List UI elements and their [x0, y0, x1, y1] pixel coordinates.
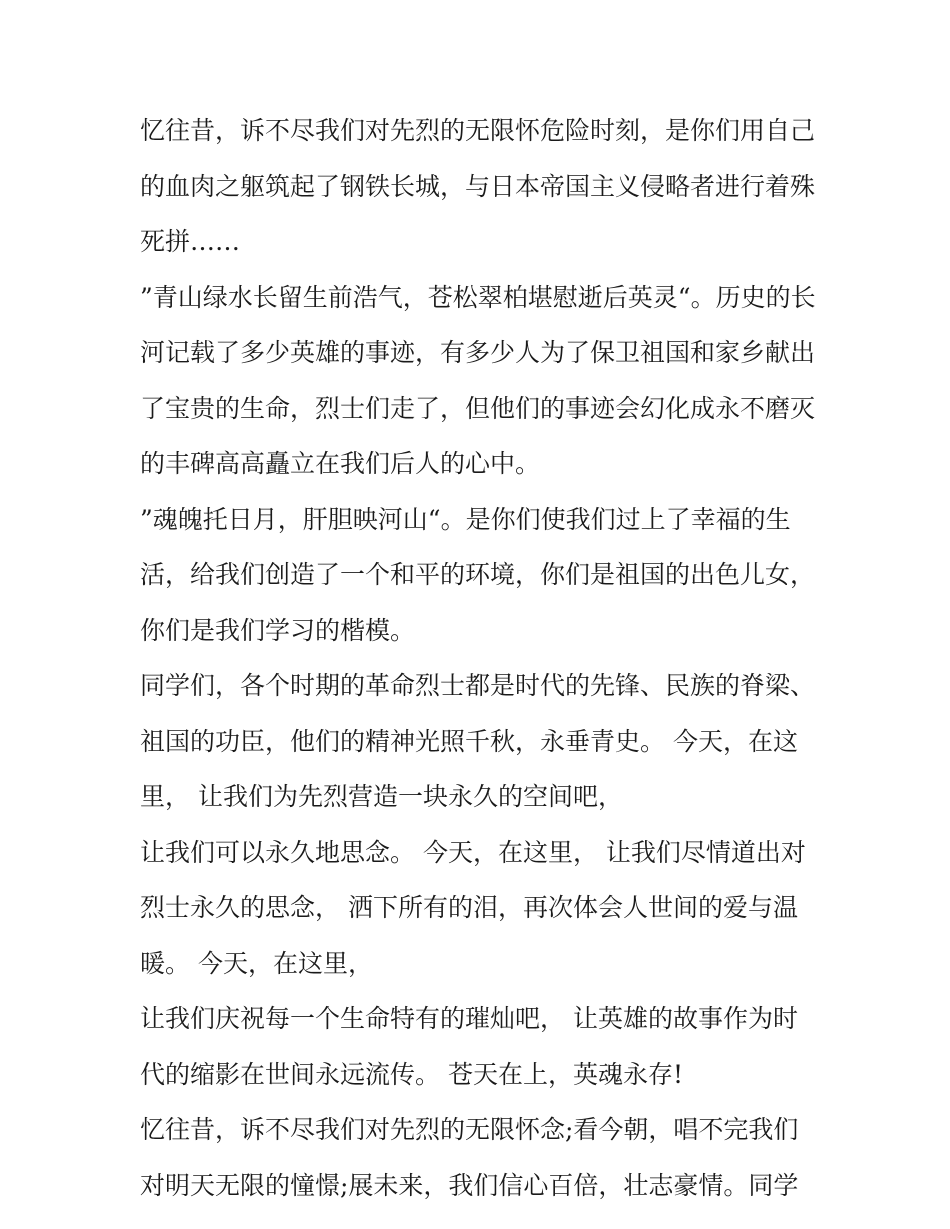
text-line: 对明天无限的憧憬;展未来，我们信心百倍，壮志豪情。同学: [140, 1170, 799, 1200]
text-line: 让我们可以永久地思念。 今天，在这里， 让我们尽情道出对: [140, 837, 806, 867]
text-line: 同学们，各个时期的革命烈士都是时代的先锋、民族的脊梁、: [140, 671, 816, 700]
text-line: 祖国的功臣，他们的精神光照千秋，永垂青史。 今天，在这: [140, 726, 798, 756]
text-line: 让我们庆祝每一个生命特有的璀灿吧， 让英雄的故事作为时: [140, 1004, 798, 1033]
text-line: 暖。 今天，在这里，: [140, 948, 373, 978]
text-line: 的丰碑高高矗立在我们后人的心中。: [140, 449, 541, 478]
text-line: 你们是我们学习的楷模。: [140, 615, 416, 645]
text-line: 河记载了多少英雄的事迹，有多少人为了保卫祖国和家乡献出: [140, 338, 816, 367]
text-line: 活，给我们创造了一个和平的环境，你们是祖国的出色儿女，: [140, 560, 816, 589]
text-line: 烈士永久的思念， 洒下所有的泪，再次体会人世间的爱与温: [140, 893, 798, 922]
text-line: 代的缩影在世间永远流传。 苍天在上，英魂永存!: [140, 1059, 683, 1089]
text-line: 了宝贵的生命，烈士们走了，但他们的事迹会幻化成永不磨灭: [140, 393, 816, 423]
text-line: ”青山绿水长留生前浩气，苍松翠柏堪慰逝后英灵“。历史的长: [140, 282, 816, 312]
text-line: 的血肉之躯筑起了钢铁长城，与日本帝国主义侵略者进行着殊: [140, 171, 816, 201]
text-line: 忆往昔，诉不尽我们对先烈的无限怀念;看今朝，唱不完我们: [140, 1115, 799, 1144]
text-line: ”魂魄托日月，肝胆映河山“。是你们使我们过上了幸福的生: [140, 504, 791, 534]
text-line: 死拼……: [140, 227, 241, 256]
text-line: 里， 让我们为先烈营造一块永久的空间吧，: [140, 782, 623, 811]
body-text: [140, 103, 820, 1213]
text-line: 忆往昔，诉不尽我们对先烈的无限怀危险时刻，是你们用自己: [140, 116, 816, 145]
